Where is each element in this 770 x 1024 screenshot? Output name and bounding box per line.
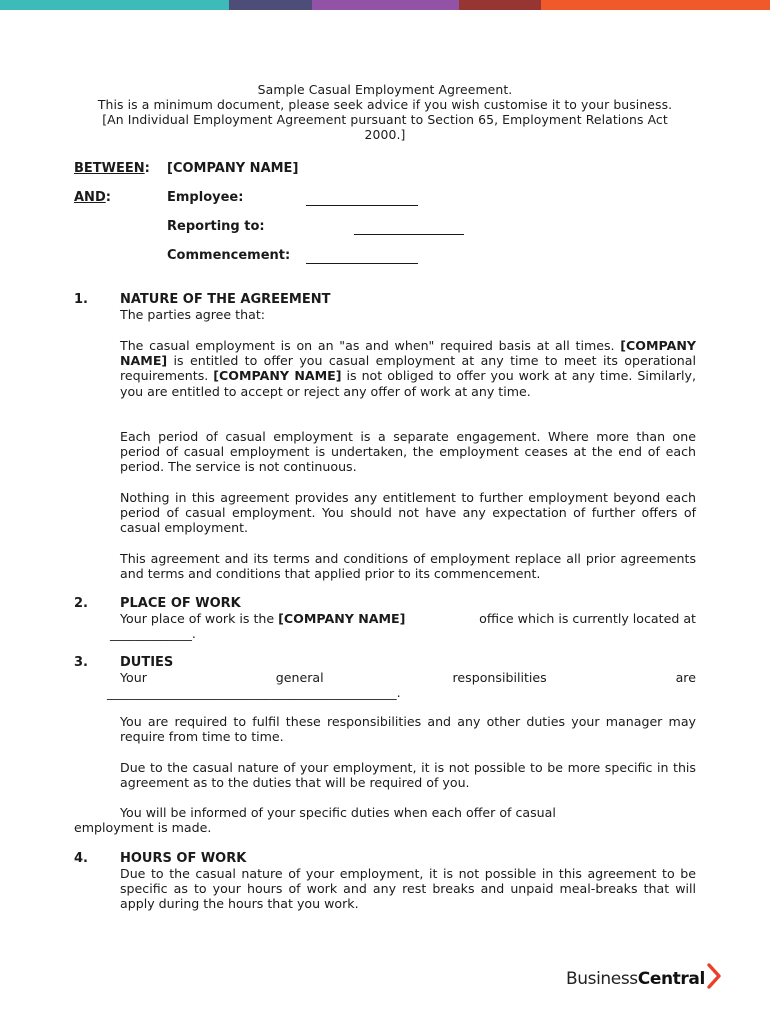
paragraph-continuation: employment is made. [74,820,212,835]
employee-blank [306,204,418,206]
paragraph [120,670,696,685]
between-colon: : [144,161,150,176]
color-bar-segment [541,0,770,10]
document-header [80,82,690,142]
text-run: are [675,670,696,685]
between-row [74,161,150,177]
text-run: is not obliged to offer you work at any time. Similarly, you are entitled to accept or reject any offer of work at any time. [120,368,696,399]
section-title: HOURS OF WORK [120,851,247,866]
between-label: BETWEEN [74,161,145,176]
section-title: PLACE OF WORK [120,596,241,611]
company-name: [COMPANY NAME] [167,161,299,176]
text-run: general [275,670,324,685]
text-run [120,611,405,626]
location-blank: _____________. [110,626,196,641]
paragraph [120,611,696,626]
and-label: AND [74,190,106,205]
text-run: responsibilities [452,670,547,685]
paragraph: Due to the casual nature of your employment, it is not possible to be more specific in this agreement as to the duties that will be required of you. [120,760,696,791]
company-name: [COMPANY NAME] [213,368,342,384]
responsibilities-blank: ______________________________________________. [107,685,401,700]
chevron-icon [706,963,724,989]
paragraph: This agreement and its terms and conditions of employment replace all prior agreements and terms and conditions that applied prior to its commencement. [120,551,696,582]
header-line: Sample Casual Employment Agreement. [257,82,513,97]
paragraph [120,338,696,399]
paragraph: Nothing in this agreement provides any entitlement to further employment beyond each period of casual employment. You should not have any expectation of further offers of casual employment. [120,490,696,536]
employee-label: Employee: [167,190,244,205]
company-name: [COMPANY NAME] [120,338,696,369]
paragraph: Due to the casual nature of your employment, it is not possible in this agreement to be specific as to your hours of work and any rest breaks and unpaid meal-breaks that will apply during the hours that you work. [120,866,696,912]
paragraph: Each period of casual employment is a separate engagement. Where more than one period of casual employment is undertaken, the employment ceases at the end of each period. The service is not continuous. [120,429,696,475]
color-bar-segment [312,0,459,10]
paragraph: The parties agree that: [120,307,265,322]
header-line: This is a minimum document, please seek advice if you wish customise it to your business. [97,97,673,112]
color-bar-segment [459,0,541,10]
reporting-label: Reporting to: [167,219,265,234]
business-central-logo [566,964,724,994]
commencement-label: Commencement: [167,248,291,263]
text-run: You will be informed of your specific duties when each offer of casual [120,805,556,820]
reporting-blank [354,233,464,235]
company-name: [COMPANY NAME] [278,611,406,626]
text-run: office which is currently located at [479,611,696,626]
and-row [74,190,111,206]
and-colon: : [105,190,111,205]
top-color-bar [0,0,770,10]
color-bar-segment [0,0,229,10]
text-run: Your place of work is the [120,611,279,626]
paragraph [120,805,696,820]
section-number: 1. [74,292,88,307]
paragraph: You are required to fulfil these responsibilities and any other duties your manager may require from time to time. [120,714,696,745]
commencement-blank [306,262,418,264]
text-run: is entitled to offer you casual employment at any time to meet its operational requirements. [120,353,696,384]
logo-text: Central [637,969,705,989]
section-number: 4. [74,851,88,866]
text-run: The casual employment is on an "as and when" required basis at all times. [120,338,621,353]
logo-text: Business [566,969,638,989]
header-line: [An Individual Employment Agreement pursuant to Section 65, Employment Relations Act [102,112,668,127]
text-run: Your [120,670,147,685]
section-number: 3. [74,655,88,670]
color-bar-segment [229,0,312,10]
section-title: NATURE OF THE AGREEMENT [120,292,331,307]
header-line: 2000.] [364,127,406,142]
section-title: DUTIES [120,655,174,670]
section-number: 2. [74,596,88,611]
